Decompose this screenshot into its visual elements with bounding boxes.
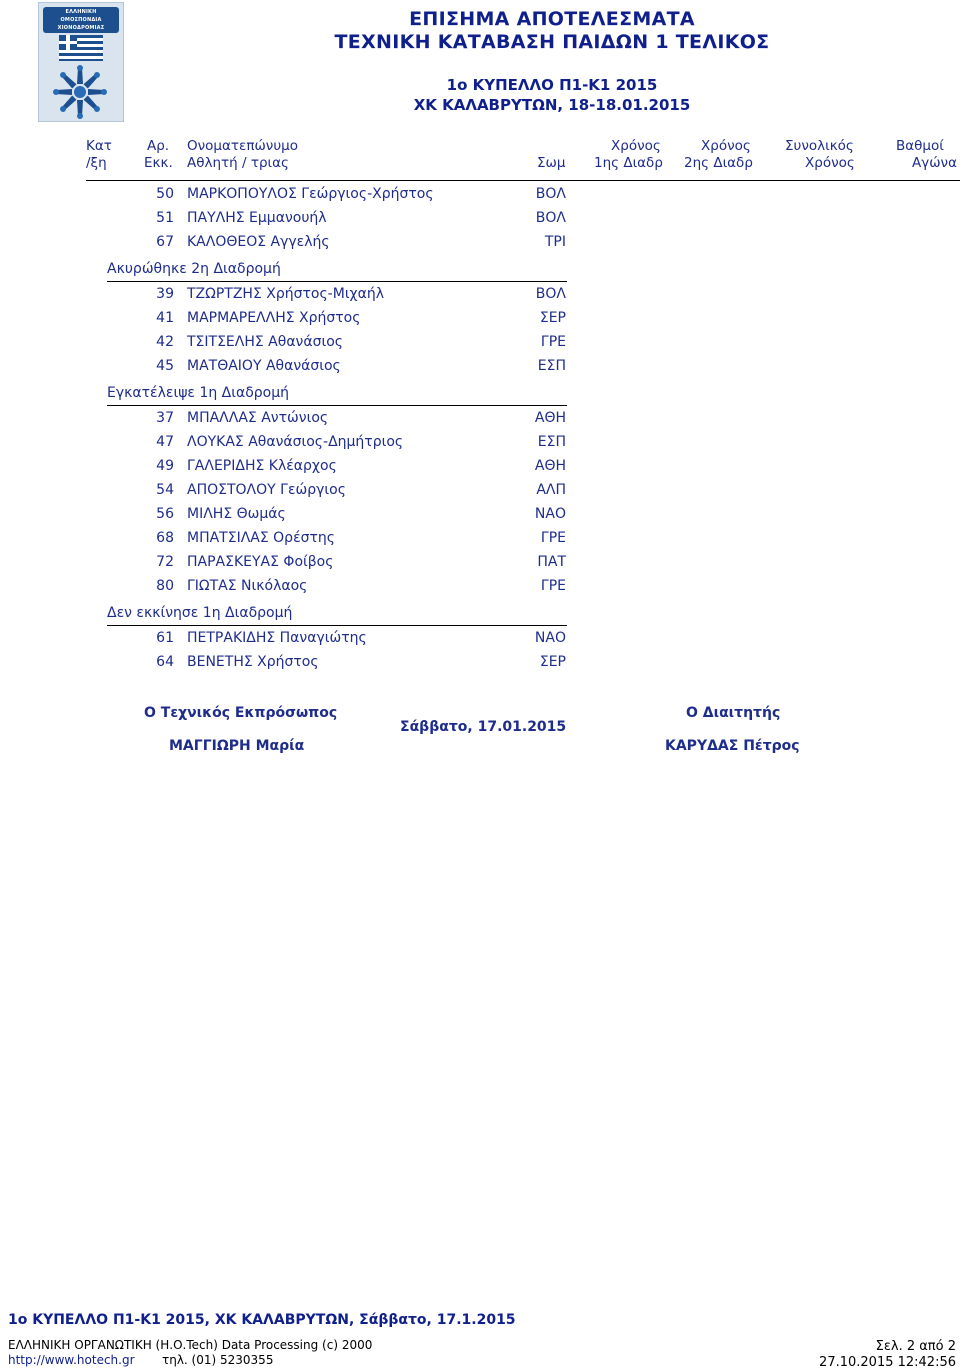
col-total-2: Χρόνος <box>805 155 855 171</box>
col-bib: Αρ. <box>147 138 170 154</box>
athlete-name: ΜΠΑΤΣΙΛΑΣ Ορέστης <box>187 530 336 546</box>
athlete-name: ΤΣΙΤΣΕΛΗΣ Αθανάσιος <box>187 334 343 350</box>
athlete-name: ΜΑΡΜΑΡΕΛΛΗΣ Χρήστος <box>187 310 361 326</box>
club-code: ΒΟΛ <box>535 286 566 302</box>
section-header: Δεν εκκίνησε 1η Διαδρομή <box>107 605 567 626</box>
club-code: ΑΘΗ <box>534 458 566 474</box>
club-code: ΒΟΛ <box>535 186 566 202</box>
athlete-name: ΠΕΤΡΑΚΙΔΗΣ Παναγιώτης <box>187 630 367 646</box>
club-code: ΝΑΟ <box>534 506 566 522</box>
bib-number: 51 <box>156 210 174 226</box>
print-timestamp: 27.10.2015 12:42:56 <box>819 1355 956 1370</box>
logo-line-2: ΟΜΟΣΠΟΝΔΙΑ <box>60 17 102 23</box>
club-code: ΤΡΙ <box>544 234 566 250</box>
club-code: ΣΕΡ <box>539 654 566 670</box>
athlete-name: ΑΠΟΣΤΟΛΟΥ Γεώργιος <box>187 482 346 498</box>
footer-website[interactable]: http://www.hotech.gr <box>8 1353 135 1367</box>
bib-number: 64 <box>156 654 174 670</box>
athlete-name: ΒΕΝΕΤΗΣ Χρήστος <box>187 654 319 670</box>
athlete-name: ΓΑΛΕΡΙΔΗΣ Κλέαρχος <box>187 458 337 474</box>
bib-number: 42 <box>156 334 174 350</box>
bib-number: 45 <box>156 358 174 374</box>
club-code: ΣΕΡ <box>539 310 566 326</box>
bib-number: 54 <box>156 482 174 498</box>
bib-number: 56 <box>156 506 174 522</box>
col-kat: Κατ <box>86 138 112 154</box>
section-header: Ακυρώθηκε 2η Διαδρομή <box>107 261 567 282</box>
athlete-name: ΤΖΩΡΤΖΗΣ Χρήστος-Μιχαήλ <box>187 286 385 302</box>
event-title: ΤΕΧΝΙΚΗ ΚΑΤΑΒΑΣΗ ΠΑΙΔΩΝ 1 ΤΕΛΙΚΟΣ <box>334 31 770 53</box>
logo-line-1: ΕΛΛΗΝΙΚΗ <box>65 9 97 15</box>
greek-flag-icon <box>59 35 103 61</box>
footer-company: ΕΛΛΗΝΙΚΗ ΟΡΓΑΝΩΤΙΚΗ (Η.Ο.Tech) Data Processing (c) 2000 <box>8 1338 373 1352</box>
bib-number: 41 <box>156 310 174 326</box>
club-code: ΓΡΕ <box>540 334 566 350</box>
logo-banner <box>43 7 119 33</box>
bib-number: 80 <box>156 578 174 594</box>
athlete-name: ΜΙΛΗΣ Θωμάς <box>187 506 286 522</box>
footer-event: 1ο ΚΥΠΕΛΛΟ Π1-Κ1 2015, ΧΚ ΚΑΛΑΒΡΥΤΩΝ, Σάββατο, 17.1.2015 <box>8 1312 516 1328</box>
club-code: ΕΣΠ <box>537 434 566 450</box>
athlete-name: ΠΑΡΑΣΚΕΥΑΣ Φοίβος <box>187 554 334 570</box>
col-kat-2: /ξη <box>86 155 107 171</box>
col-points: Βαθμοί <box>896 138 944 154</box>
tech-delegate-title: Ο Τεχνικός Εκπρόσωπος <box>144 705 338 721</box>
col-name-2: Αθλητή / τριας <box>187 155 289 171</box>
signature-date: Σάββατο, 17.01.2015 <box>400 719 567 735</box>
bib-number: 37 <box>156 410 174 426</box>
header-rule <box>86 180 960 181</box>
col-run1-2: 1ης Διαδρ <box>594 155 663 171</box>
report-title: ΕΠΙΣΗΜΑ ΑΠΟΤΕΛΕΣΜΑΤΑ <box>409 8 695 30</box>
bib-number: 68 <box>156 530 174 546</box>
col-bib-2: Εκκ. <box>144 155 173 171</box>
athlete-name: ΛΟΥΚΑΣ Αθανάσιος-Δημήτριος <box>187 434 404 450</box>
athlete-name: ΠΑΥΛΗΣ Εμμανουήλ <box>187 210 327 226</box>
col-points-2: Αγώνα <box>912 155 957 171</box>
col-total: Συνολικός <box>785 138 854 154</box>
athlete-name: ΜΑΡΚΟΠΟΥΛΟΣ Γεώργιος-Χρήστος <box>187 186 434 202</box>
club-code: ΠΑΤ <box>537 554 566 570</box>
logo-line-3: ΧΙΟΝΟΔΡΟΜΙΑΣ <box>57 25 105 31</box>
snowflake-icon <box>53 65 107 119</box>
federation-logo <box>38 2 124 122</box>
section-header: Εγκατέλειψε 1η Διαδρομή <box>107 385 567 406</box>
athlete-name: ΚΑΛΟΘΕΟΣ Αγγελής <box>187 234 330 250</box>
venue-title: ΧΚ ΚΑΛΑΒΡΥΤΩΝ, 18-18.01.2015 <box>413 96 691 114</box>
bib-number: 72 <box>156 554 174 570</box>
bib-number: 39 <box>156 286 174 302</box>
club-code: ΝΑΟ <box>534 630 566 646</box>
cup-title: 1ο ΚΥΠΕΛΛΟ Π1-Κ1 2015 <box>446 76 658 94</box>
athlete-name: ΓΙΩΤΑΣ Νικόλαος <box>187 578 308 594</box>
col-run2: Χρόνος <box>701 138 751 154</box>
referee-title: Ο Διαιτητής <box>686 705 781 721</box>
athlete-name: ΜΑΤΘΑΙΟΥ Αθανάσιος <box>187 358 341 374</box>
bib-number: 67 <box>156 234 174 250</box>
club-code: ΓΡΕ <box>540 530 566 546</box>
club-code: ΑΛΠ <box>536 482 566 498</box>
club-code: ΕΣΠ <box>537 358 566 374</box>
col-run1: Χρόνος <box>611 138 661 154</box>
referee-name: ΚΑΡΥΔΑΣ Πέτρος <box>665 738 800 754</box>
bib-number: 49 <box>156 458 174 474</box>
tech-delegate-name: ΜΑΓΓΙΩΡΗ Μαρία <box>169 738 305 754</box>
page-number: Σελ. 2 από 2 <box>875 1339 956 1354</box>
col-club: Σωμ <box>537 155 566 171</box>
bib-number: 61 <box>156 630 174 646</box>
club-code: ΓΡΕ <box>540 578 566 594</box>
bib-number: 50 <box>156 186 174 202</box>
footer-phone: τηλ. (01) 5230355 <box>162 1353 274 1367</box>
col-run2-2: 2ης Διαδρ <box>684 155 753 171</box>
col-name: Ονοματεπώνυμο <box>187 138 298 154</box>
club-code: ΒΟΛ <box>535 210 566 226</box>
club-code: ΑΘΗ <box>534 410 566 426</box>
athlete-name: ΜΠΑΛΛΑΣ Αντώνιος <box>187 410 329 426</box>
bib-number: 47 <box>156 434 174 450</box>
